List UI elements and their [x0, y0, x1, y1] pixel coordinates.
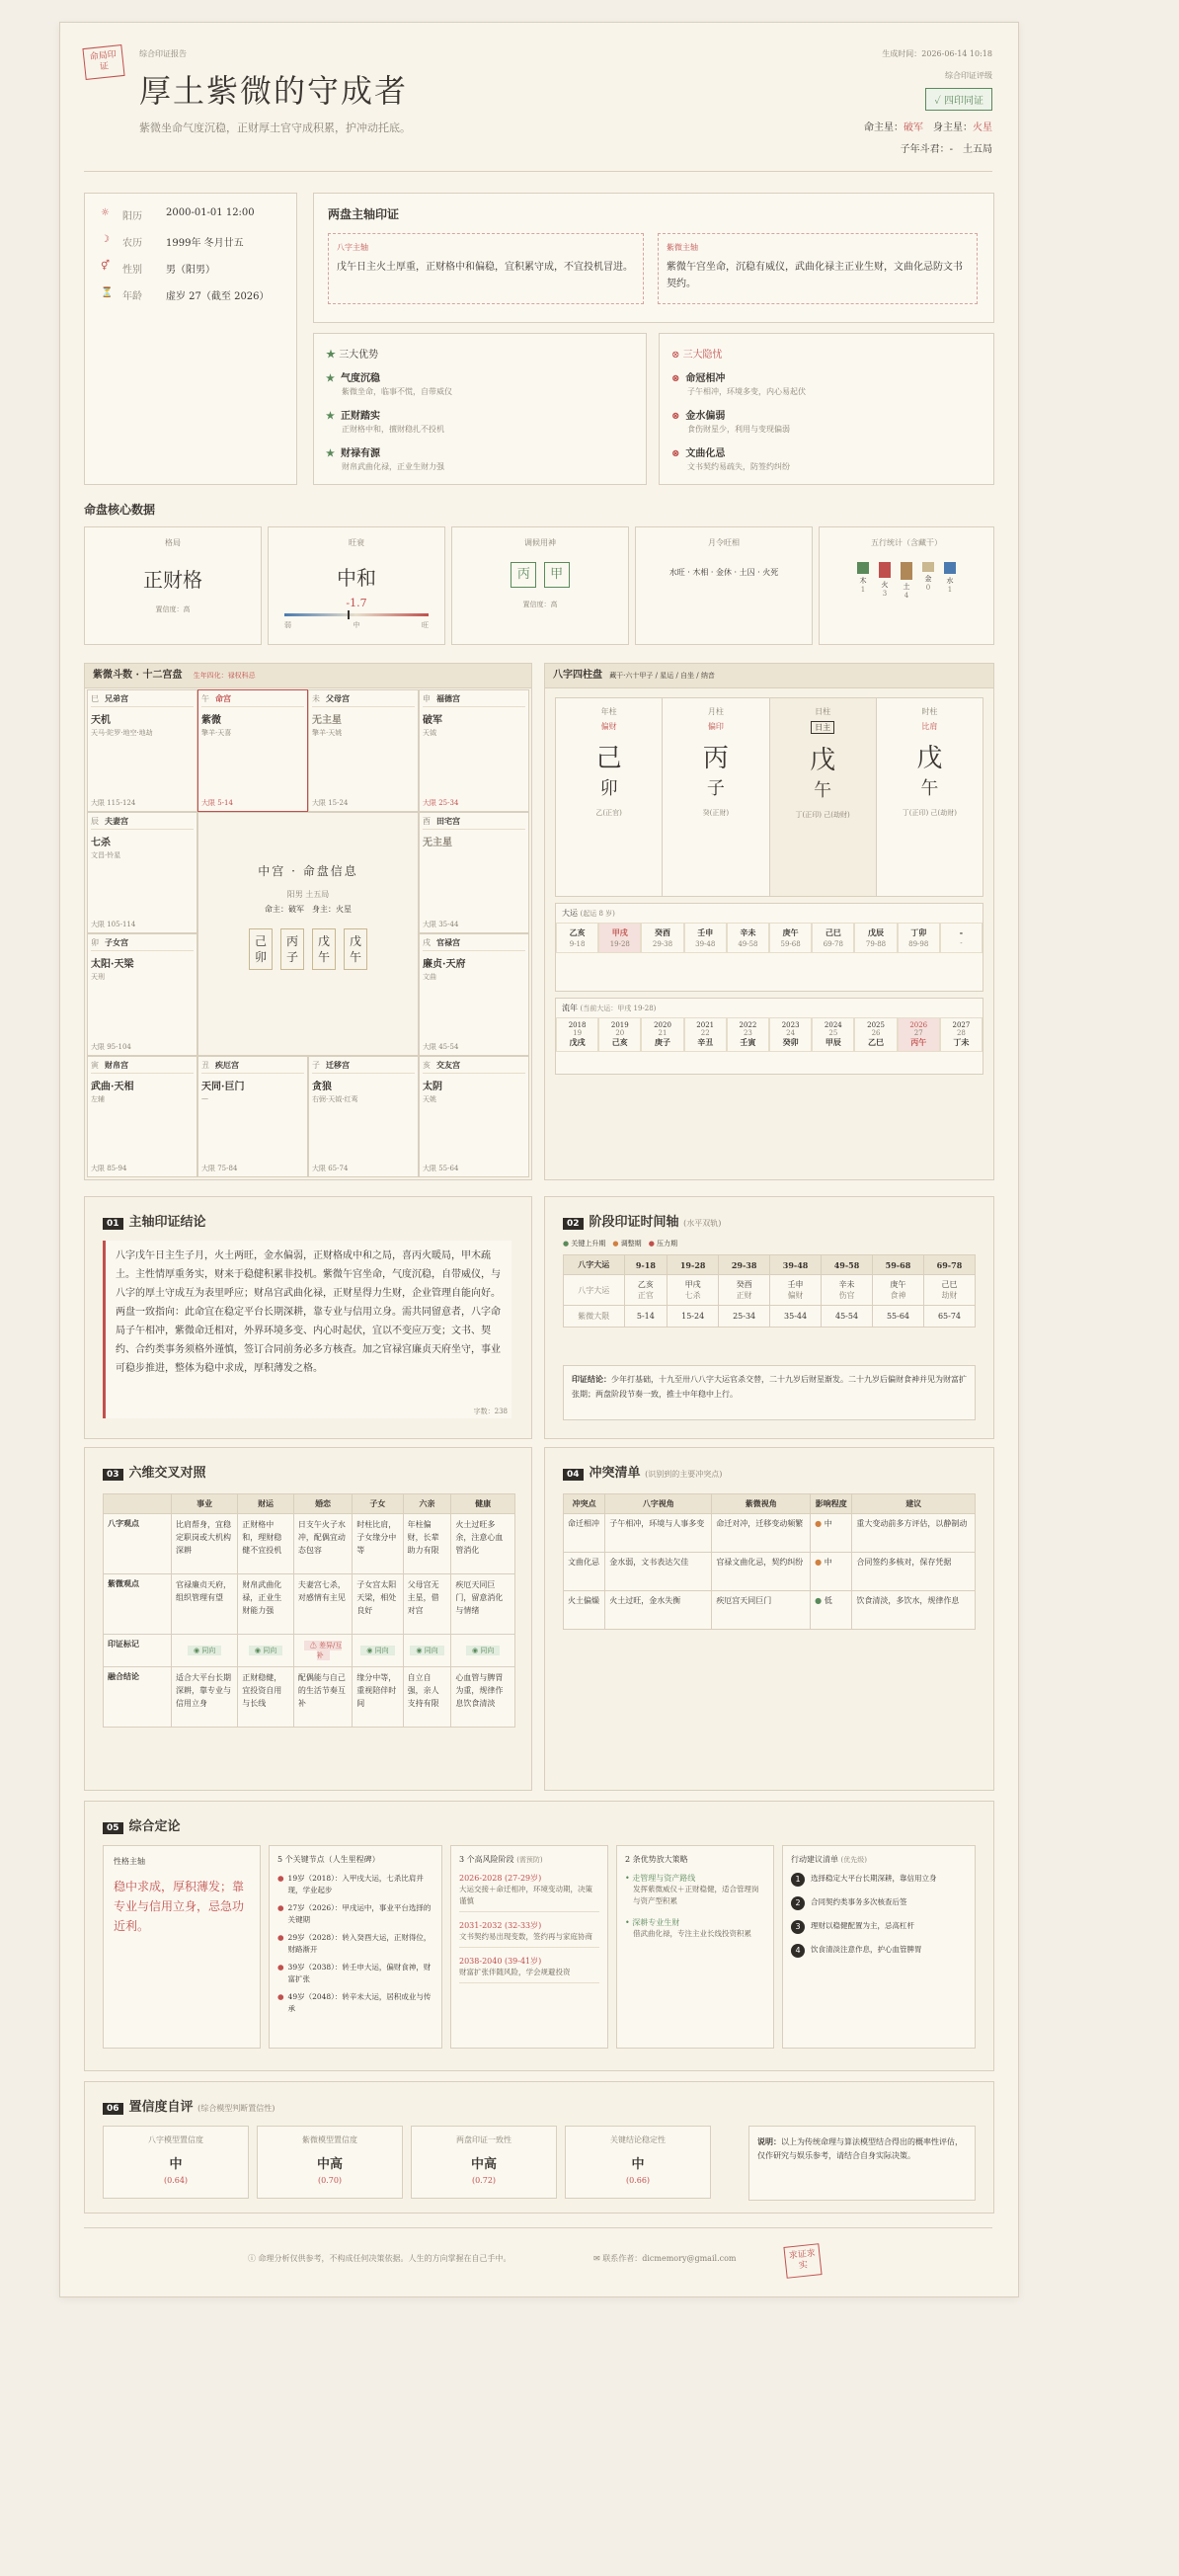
risks-title: ⊗ 三大隐忧 — [671, 350, 723, 361]
bazi-pillar: 日柱 日主 戊 午 丁(正印) 己(劫财) — [770, 698, 877, 896]
dayun-cell[interactable]: 己巳 69-78 — [812, 923, 854, 953]
risk-period: 2038-2040 (39-41岁) 财富扩张伴随风险，学会规避投资 — [459, 1956, 599, 1983]
wuxing-bar: 土 4 — [901, 562, 912, 600]
advantages-card — [313, 333, 647, 485]
dayun-cell[interactable]: 丁卯 89-98 — [898, 923, 940, 953]
palace-stars: 贪狼 — [312, 1081, 332, 1092]
palace-cell[interactable] — [87, 1056, 197, 1178]
profile-key: 性别 — [122, 265, 142, 276]
confidence-card: 关键结论稳定性 中 (0.66) — [565, 2126, 711, 2199]
footer-divider — [84, 2227, 992, 2228]
palace-cell[interactable] — [87, 689, 197, 812]
liunian-cell[interactable]: 2019 20 己亥 — [598, 1017, 641, 1052]
palace-zhi: 卯 — [91, 938, 99, 947]
timeline-legend: ● 关键上升期 ● 调整期 ● 压力期 — [563, 1240, 678, 1248]
list-item: ★ 正财踏实 正财格中和，擅财稳扎不投机 — [326, 411, 444, 434]
center-pillar: 戊 午 — [344, 928, 367, 970]
confidence-note: 说明：以上为传统命理与算法模型结合得出的概率性评估，仅作研究与娱乐参考，请结合自身实际决策。 — [748, 2126, 976, 2201]
section-01: 01 主轴印证结论 八字戊午日主生子月，火土两旺，金水偏弱，正财格成中和之局，喜丙火暖局，甲木疏土。主性情厚重务实，财来于稳健积累非投机。紫微午宫坐命，气度沉稳，自带威仪，与八字的厚土守成互为表里呼应；财帛宫武曲化禄，正财星得力生财，企业管理自能向好。两盘一致指向：此命宜在稳定平台长期深耕，靠专业与信用立身。需共同留意者，八字命局子午相冲，紫微命迁相对，外界环境多变、内心时起伏，宜以不变应万变；文书、契约、合约类事务须格外谨慎，签订合同前务必多方核查。加之官禄宫廉贞天府坐守，事业可稳步推进，整体为稳中求成，厚积薄发之格。 字数：238 — [84, 1196, 532, 1439]
liunian-cell[interactable]: 2021 22 辛丑 — [684, 1017, 727, 1052]
conflict-row: 命迁相冲 子午相冲，环境与人事多变 命迁对冲，迁移变动频繁 ● 中 重大变动前多方评估，以静制动 — [564, 1514, 976, 1553]
palace-sub: — — [201, 1093, 208, 1102]
palace-cell[interactable] — [419, 1056, 529, 1178]
palace-name: 田宅宫 — [436, 815, 460, 826]
palace-stars: 天同·巨门 — [201, 1081, 245, 1092]
bullet-icon: ⊗ — [671, 411, 680, 422]
dayun-cell[interactable]: 戊辰 79-88 — [854, 923, 897, 953]
profile-row — [101, 234, 280, 249]
ming-shen-line: 命主星：破军 身主星：火星 — [864, 122, 992, 133]
profile-card — [84, 193, 297, 485]
match-badge: ◉ 同向 — [466, 1646, 500, 1655]
wangshuai-bar — [284, 613, 429, 616]
action-item: 1 选择稳定大平台长期深耕，靠信用立身 — [791, 1873, 967, 1887]
palace-zhi: 寅 — [91, 1060, 99, 1070]
liunian-cell[interactable]: 2025 26 乙巳 — [854, 1017, 897, 1052]
personality-card: 性格主轴 稳中求成，厚积薄发；靠专业与信用立身，忌急功近利。 — [103, 1845, 261, 2049]
profile-key: 阳历 — [122, 211, 142, 222]
palace-stars: 太阳·天梁 — [91, 959, 134, 970]
two-axis-title: 两盘主轴印证 — [328, 207, 400, 221]
ziwei-chart — [84, 663, 532, 1180]
palace-name: 迁移宫 — [326, 1059, 350, 1070]
palace-daxian: 大限 5-14 — [201, 798, 233, 807]
liunian-panel: 流年 (当前大运：甲戌 19-28) 2018 19 戊戌 2019 20 己亥 2020 21 庚子 2021 22 辛丑 2022 23 壬寅 2023 24 癸卯 2024 25 甲辰 2025 26 乙巳 2026 27 丙午 2027 28 丁未 — [555, 998, 983, 1075]
milestone-item: ● 19岁（2018）：入甲戌大运，七杀比肩并现，学业起步 — [277, 1874, 424, 1894]
confidence-card: 八字模型置信度 中 (0.64) — [103, 2126, 249, 2199]
list-item: ⊗ 文曲化忌 文书契约易疏失，防签约纠纷 — [671, 448, 790, 471]
gen-time: 生成时间：2026-06-14 10:18 — [882, 49, 992, 58]
strategy-card: 2 条优势放大策略 • 走管理与资产路线 发挥紫微威仪＋正财稳健，适合管理岗与资产型积累 • 深耕专业生财 借武曲化禄，专注主业长线投资积累 — [616, 1845, 774, 2049]
verify-label: 综合印证评级 — [945, 71, 992, 80]
palace-name: 官禄宫 — [436, 937, 460, 947]
list-item: ★ 财禄有源 财帛武曲化禄，正业生财力强 — [326, 448, 444, 471]
palace-cell[interactable] — [419, 689, 529, 812]
disclaimer: ⓘ 命理分析仅供参考，不构成任何决策依据。人生的方向掌握在自己手中。 — [248, 2254, 511, 2263]
palace-name: 命宫 — [215, 693, 231, 703]
palace-stars: 七杀 — [91, 837, 111, 848]
bullet-icon: ⊗ — [671, 373, 680, 384]
bazi-pillar: 月柱 偏印 丙 子 癸(正财) — [663, 698, 769, 896]
report-paper — [59, 22, 1019, 2297]
liunian-cell[interactable]: 2027 28 丁未 — [940, 1017, 982, 1052]
level-dot: ● — [815, 1519, 825, 1528]
palace-zhi: 子 — [312, 1060, 320, 1070]
level-dot: ● — [815, 1558, 825, 1567]
palace-zhi: 酉 — [423, 816, 431, 826]
action-item: 3 理财以稳健配置为主，忌高杠杆 — [791, 1920, 967, 1934]
conclusion-text: 八字戊午日主生子月，火土两旺，金水偏弱，正财格成中和之局，喜丙火暖局，甲木疏土。主性情厚重务实，财来于稳健积累非投机。紫微午宫坐命，气度沉稳，自带威仪，与八字的厚土守成互为表里呼应；财帛宫武曲化禄，正财星得力生财，企业管理自能向好。两盘一致指向：此命宜在稳定平台长期深耕，靠专业与信用立身。需共同留意者，八字命局子午相冲，紫微命迁相对，外界环境多变、内心时起伏，宜以不变应万变；文书、契约、合约类事务须格外谨慎，签订合同前务必多方核查。加之官禄宫廉贞天府坐守，事业可稳步推进，整体为稳中求成，厚积薄发之格。 — [103, 1241, 511, 1418]
palace-daxian: 大限 95-104 — [91, 1042, 131, 1051]
palace-cell[interactable] — [87, 812, 197, 934]
dayun-cell[interactable]: 乙亥 9-18 — [556, 923, 598, 953]
palace-zhi: 亥 — [423, 1060, 431, 1070]
strategy-item: • 走管理与资产路线 发挥紫微威仪＋正财稳健，适合管理岗与资产型积累 — [625, 1874, 759, 1905]
risk-period: 2031-2032 (32-33岁) 文书契约易出现变数，签约再与家庭协商 — [459, 1920, 599, 1948]
palace-daxian: 大限 65-74 — [312, 1165, 349, 1172]
profile-icon: ☼ — [101, 207, 110, 218]
palace-name: 财帛宫 — [105, 1059, 128, 1070]
wuxing-bar: 木 1 — [857, 562, 869, 600]
core-card-yueling: 月令旺相 水旺 · 木相 · 金休 · 土囚 · 火死 — [635, 526, 813, 645]
bullet-icon: ★ — [326, 373, 335, 384]
palace-cell[interactable] — [419, 812, 529, 934]
liunian-cell[interactable]: 2018 19 戊戌 — [556, 1017, 598, 1052]
milestone-item: ● 27岁（2026）：甲戌运中，事业平台选择的关键期 — [277, 1903, 432, 1924]
profile-icon: ☽ — [101, 234, 110, 245]
palace-name: 父母宫 — [326, 693, 350, 703]
dayun-cell[interactable]: 庚午 59-68 — [769, 923, 812, 953]
liunian-cell[interactable]: 2023 24 癸卯 — [769, 1017, 812, 1052]
core-card-tiaohou: 调候用神 丙 甲 置信度：高 — [451, 526, 629, 645]
actions-card: 行动建议清单 (优先级) 1 选择稳定大平台长期深耕，靠信用立身 2 合同契约类事务多次核查后签 3 理财以稳健配置为主，忌高杠杆 4 饮食清淡注意作息，护心血管脾胃 — [782, 1845, 976, 2049]
palace-name: 夫妻宫 — [105, 815, 128, 826]
palace-sub: 擎羊·天姚 — [312, 729, 343, 737]
page-title: 厚土紫微的守成者 — [139, 72, 409, 110]
palace-daxian: 大限 35-44 — [423, 921, 459, 928]
palace-stars: 天机 — [91, 715, 111, 726]
six-row: 八字观点 比肩帮身，宜稳定职岗或大机构深耕 正财格中和，理财稳健不宜投机 日支午火子水冲，配偶宜动态包容 时柱比肩，子女缘分中等 年柱偏财，长辈助力有限 火土过旺多余，注意心血管消化 — [104, 1514, 515, 1574]
palace-cell[interactable] — [87, 933, 197, 1056]
yongshen-jia: 甲 — [544, 562, 570, 588]
dayun-cell[interactable]: 癸酉 29-38 — [641, 923, 683, 953]
wuxing-bar: 金 0 — [922, 562, 934, 600]
profile-row — [101, 207, 280, 222]
six-row: 印证标记 ◉ 同向 ◉ 同向 ⚠ 差异/互补 ◉ 同向 ◉ 同向 ◉ 同向 — [104, 1635, 515, 1667]
center-pillar: 丙 子 — [280, 928, 304, 970]
action-item: 4 饮食清淡注意作息，护心血管脾胃 — [791, 1944, 967, 1958]
palace-cell[interactable] — [197, 689, 308, 812]
palace-name: 交友宫 — [436, 1059, 460, 1070]
palace-daxian: 大限 45-54 — [423, 1042, 459, 1051]
six-row: 紫微观点 官禄廉贞天府，组织管理有望 财帛武曲化禄，正业生财能力强 夫妻宫七杀，对感情有主见 子女宫太阳天梁，相处良好 父母宫无主星，借对宫 疾厄天同巨门，留意消化与情绪 — [104, 1574, 515, 1635]
palace-name: 子女宫 — [105, 937, 128, 947]
header-subtitle: 综合印证报告 — [139, 49, 187, 58]
header-divider — [84, 171, 992, 172]
palace-stars: 武曲·天相 — [91, 1081, 134, 1092]
profile-icon: ⏳ — [101, 287, 114, 298]
palace-daxian: 大限 15-24 — [312, 798, 349, 807]
list-item: ★ 气度沉稳 紫微坐命，临事不慌，自带威仪 — [326, 373, 452, 396]
advantages-title: ★ 三大优势 — [326, 350, 379, 361]
risks-card — [659, 333, 994, 485]
palace-cell[interactable] — [197, 1056, 308, 1178]
action-item: 2 合同契约类事务多次核查后签 — [791, 1896, 967, 1910]
palace-zhi: 申 — [423, 694, 431, 703]
profile-key: 年龄 — [122, 291, 142, 302]
palace-stars: 紫微 — [201, 715, 221, 726]
palace-cell[interactable] — [308, 689, 419, 812]
header-seal: 命局印证 — [82, 44, 124, 80]
dayun-cell[interactable]: 甲戌 19-28 — [598, 923, 641, 953]
confidence-card: 两盘印证一致性 中高 (0.72) — [411, 2126, 557, 2199]
profile-icon: ⚥ — [101, 261, 111, 272]
section-03: 03 六维交叉对照 事业 财运 婚恋 子女 六亲 健康 八字观点 比肩帮身，宜稳定职岗或大机构深耕 正财格中和，理财稳健不宜投机 日支午火子水冲，配偶宜动态包容 时柱比肩，子女缘分中等 年柱偏财，长辈助力有限 火土过旺多余，注意心血管消化 紫微观点 官禄廉贞天府，组织管理有望 财帛武曲化禄，正业生财能力强 夫妻宫七杀，对感情有主见 子女宫太阳天梁，相处良好 父母宫无主星，借对宫 疾厄天同巨门，留意消化与情绪 印证标记 ◉ 同向 ◉ 同向 ⚠ 差异/互补 ◉ 同向 ◉ 同向 ◉ 同向 融合结论 适合大平台长期深耕，靠专业与信用立身 正财稳健，宜投资自用与长线 配偶能与自己的生活节奏互补 缘分中等，重视陪伴时间 自立自强，亲人支持有限 心血管与脾胃为重，规律作息饮食清淡 — [84, 1447, 532, 1791]
match-badge: ◉ 同向 — [188, 1646, 221, 1655]
core-card-geju: 格局 正财格 置信度：高 — [84, 526, 262, 645]
tagline: 紫微坐命气度沉稳，正财厚土官守成积累，护冲动托底。 — [139, 121, 411, 134]
palace-stars: 无主星 — [312, 715, 342, 726]
bazi-pillar: 年柱 偏财 己 卯 乙(正官) — [556, 698, 663, 896]
contact-link[interactable]: ✉ 联系作者：dicmemory@gmail.com — [593, 2254, 737, 2263]
milestone-item: ● 39岁（2038）：转壬申大运，偏财食神，财富扩张 — [277, 1963, 432, 1983]
palace-zhi: 辰 — [91, 816, 99, 826]
palace-daxian: 大限 25-34 — [423, 798, 459, 807]
milestone-item: ● 49岁（2048）：转辛未大运，居积成业与传承 — [277, 1992, 432, 2013]
milestone-item: ● 29岁（2028）：转入癸酉大运，正财得位，财路渐开 — [277, 1933, 432, 1954]
liunian-cell[interactable]: 2022 23 壬寅 — [727, 1017, 769, 1052]
core-title: 命盘核心数据 — [84, 503, 156, 517]
zinian-line: 子年斗君：- 土五局 — [900, 144, 992, 155]
dayun-cell[interactable]: 辛未 49-58 — [727, 923, 769, 953]
palace-stars: 廉贞·天府 — [423, 959, 466, 970]
bazi-chart — [544, 663, 994, 1180]
ziwei-header: 紫微斗数 · 十二宫盘 生年四化：禄权科忌 — [85, 664, 531, 688]
palace-sub: 天姚 — [423, 1094, 436, 1103]
liunian-cell[interactable]: 2026 27 丙午 — [898, 1017, 940, 1052]
palace-daxian: 大限 85-94 — [91, 1165, 127, 1172]
profile-value: 1999年 冬月廿五 — [166, 238, 244, 249]
profile-value: 虚岁 27（截至 2026） — [166, 291, 270, 302]
bullet-icon: ★ — [326, 448, 335, 459]
palace-sub: 文昌·铃星 — [91, 850, 121, 859]
conflict-row: 火土偏燥 火土过旺，金水失衡 疾厄宫天同巨门 ● 低 饮食清淡，多饮水，规律作息 — [564, 1591, 976, 1630]
palace-sub: 左辅 — [91, 1094, 105, 1103]
palace-name: 福德宫 — [436, 693, 460, 703]
palace-sub: 天马·陀罗·地空·地劫 — [91, 729, 153, 737]
section-05: 05 综合定论 性格主轴 稳中求成，厚积薄发；靠专业与信用立身，忌急功近利。 5 个关键节点（人生里程碑） ● 19岁（2018）：入甲戌大运，七杀比肩并现，学业起步 ● 27岁（2026）：甲戌运中，事业平台选择的关键期 ● 29岁（2028）：转入癸酉大运，正财得位，财路渐开 ● 39岁（2038）：转壬申大运，偏财食神，财富扩张 ● 49岁（2048）：转辛未大运，居积成业与传承 3 个高风险阶段 (需预防) 2026-2028 (27-29岁) 大运交接＋命迁相冲，环境变动期，决策谨慎 2031-2032 (32-33岁) 文书契约易出现变数，签约再与家庭协商 2038-2040 (39-41岁) 财富扩张伴随风险，学会规避投资 2 条优势放大策略 • 走管理与资产路线 发挥紫微威仪＋正财稳健，适合管理岗与资产型积累 • 深耕专业生财 借武曲化禄，专注主业长线投资积累 行动建议清单 (优先级) 1 选择稳定大平台长期深耕，靠信用立身 2 合同契约类事务多次核查后签 3 理财以稳健配置为主，忌高杠杆 4 饮食清淡注意作息，护心血管脾胃 — [84, 1801, 994, 2071]
two-axis-card — [313, 193, 994, 323]
palace-sub: 擎羊·天喜 — [201, 729, 232, 737]
center-pillar: 己 卯 — [249, 928, 273, 970]
strategy-item: • 深耕专业生财 借武曲化禄，专注主业长线投资积累 — [625, 1918, 751, 1938]
bazi-pillar: 时柱 比肩 戊 午 丁(正印) 己(劫财) — [902, 707, 957, 817]
match-badge: ◉ 同向 — [360, 1646, 394, 1655]
level-dot: ● — [815, 1596, 825, 1605]
center-pillar: 戊 午 — [312, 928, 336, 970]
risk-periods-card: 3 个高风险阶段 (需预防) 2026-2028 (27-29岁) 大运交接＋命迁相冲，环境变动期，决策谨慎 2031-2032 (32-33岁) 文书契约易出现变数，签约再与家庭协商 2038-2040 (39-41岁) 财富扩张伴随风险，学会规避投资 — [450, 1845, 608, 2049]
six-row: 融合结论 适合大平台长期深耕，靠专业与信用立身 正财稳健，宜投资自用与长线 配偶能与自己的生活节奏互补 缘分中等，重视陪伴时间 自立自强，亲人支持有限 心血管与脾胃为重，规律作息饮食清淡 — [104, 1667, 515, 1728]
section-04: 04 冲突清单 (识别到的主要冲突点) 冲突点 八字视角 紫微视角 影响程度 建议 命迁相冲 子午相冲，环境与人事多变 命迁对冲，迁移变动频繁 ● 中 重大变动前多方评估，以静制动 文曲化忌 金水弱，文书表达欠佳 官禄文曲化忌，契约纠纷 ● 中 合同签约多核对，保存凭据 火土偏燥 火土过旺，金水失衡 疾厄宫天同巨门 ● 低 饮食清淡，多饮水，规律作息 — [544, 1447, 994, 1791]
footer-seal: 求证求实 — [783, 2243, 822, 2279]
palace-name: 疾厄宫 — [215, 1059, 239, 1070]
palace-sub: 文曲 — [423, 973, 436, 981]
risk-period: 2026-2028 (27-29岁) 大运交接＋命迁相冲，环境变动期，决策谨慎 — [459, 1873, 599, 1912]
match-badge: ◉ 同向 — [249, 1646, 282, 1655]
core-card-wangshuai: 旺衰 中和 -1.7 弱 中 旺 — [268, 526, 445, 645]
bullet-icon: ★ — [326, 411, 335, 422]
dayun-panel: 大运 (起运 8 岁) 乙亥 9-18 甲戌 19-28 癸酉 29-38 壬申 39-48 辛未 49-58 庚午 59-68 己巳 69-78 戊辰 79-88 丁卯 89-98 - - — [555, 903, 983, 992]
bazi-header: 八字四柱盘 藏干·六十甲子 / 星运 / 自坐 / 纳音 — [545, 664, 993, 688]
profile-value: 2000-01-01 12:00 — [166, 207, 255, 218]
ziwei-center: 中宫 · 命盘信息 阳男 土五局 命主：破军 身主：火星 己 卯 丙 子 戊 午 戊 午 — [197, 812, 419, 1056]
palace-daxian: 大限 75-84 — [201, 1165, 238, 1172]
palace-daxian: 大限 105-114 — [91, 921, 136, 928]
bullet-icon: ⊗ — [671, 448, 680, 459]
profile-value: 男（阳男） — [166, 265, 215, 276]
word-count: 字数：238 — [473, 1408, 508, 1415]
palace-daxian: 大限 55-64 — [423, 1165, 459, 1172]
dayun-cell[interactable]: 壬申 39-48 — [684, 923, 727, 953]
bazi-axis-box: 八字主轴 戊午日主火土厚重，正财格中和偏稳，宜积累守成，不宜投机冒进。 — [328, 233, 644, 304]
profile-row — [101, 261, 280, 276]
wuxing-bar: 火 3 — [879, 562, 891, 600]
palace-sub: 右弼·天钺·红鸾 — [312, 1094, 358, 1103]
yongshen-bing: 丙 — [511, 562, 536, 588]
verify-badge[interactable]: ✓ 四印同证 — [925, 88, 992, 111]
conflict-row: 文曲化忌 金水弱，文书表达欠佳 官禄文曲化忌，契约纠纷 ● 中 合同签约多核对，保存凭据 — [564, 1553, 976, 1591]
section-02: 02 阶段印证时间轴 (水平双轨) ● 关键上升期 ● 调整期 ● 压力期 八字大运 9-18 19-28 29-38 39-48 49-58 59-68 69-78 八字大运 乙亥 正官 甲戌 七杀 癸酉 正财 壬申 偏财 辛未 伤官 庚午 食神 己巳 劫财 紫微大限 5-14 15-24 25-34 35-44 45-54 55-64 65-74 印证结论：少年打基础，十九至卅八八字大运官杀交替，二十九岁后财星渐发。二十九岁后偏财食神并见为财富扩张期；两盘阶段节奏一致，推士中年稳中上行。 — [544, 1196, 994, 1439]
match-badge: ◉ 同向 — [410, 1646, 443, 1655]
palace-stars: 太阴 — [423, 1081, 442, 1092]
palace-zhi: 巳 — [91, 694, 99, 703]
palace-zhi: 未 — [312, 694, 320, 703]
core-card-wuxing: 五行统计（含藏干） 木 1 火 3 土 4 金 0 水 1 — [819, 526, 994, 645]
dayun-cell[interactable]: - - — [940, 923, 982, 953]
match-badge: ⚠ 差异/互补 — [304, 1641, 343, 1660]
palace-sub: 天钺 — [423, 729, 436, 737]
liunian-cell[interactable]: 2020 21 庚子 — [641, 1017, 683, 1052]
palace-daxian: 大限 115-124 — [91, 798, 136, 807]
palace-zhi: 午 — [201, 694, 209, 703]
list-item: ⊗ 金水偏弱 食伤财星少，利用与变现偏弱 — [671, 411, 790, 434]
profile-key: 农历 — [122, 238, 142, 249]
palace-sub: 天刑 — [91, 973, 105, 981]
timeline-note: 印证结论：少年打基础，十九至卅八八字大运官杀交替，二十九岁后财星渐发。二十九岁后偏财食神并见为财富扩张期；两盘阶段节奏一致，推士中年稳中上行。 — [563, 1365, 976, 1420]
section-06: 06 置信度自评 (综合模型判断置信性) 八字模型置信度 中 (0.64) 紫微模型置信度 中高 (0.70) 两盘印证一致性 中高 (0.72) 关键结论稳定性 中 (0.66) 说明：以上为传统命理与算法模型结合得出的概率性评估，仅作研究与娱乐参考，请结合自身实际决策。 — [84, 2081, 994, 2214]
palace-cell[interactable] — [308, 1056, 419, 1178]
wuxing-bar: 水 1 — [944, 562, 956, 600]
confidence-card: 紫微模型置信度 中高 (0.70) — [257, 2126, 403, 2199]
profile-row — [101, 287, 280, 302]
palace-stars: 破军 — [423, 715, 442, 726]
palace-name: 兄弟宫 — [105, 693, 128, 703]
wangshuai-marker — [348, 610, 350, 619]
palace-zhi: 戌 — [423, 938, 431, 947]
palace-stars: 无主星 — [423, 837, 452, 848]
palace-zhi: 丑 — [201, 1060, 209, 1070]
milestones-card: 5 个关键节点（人生里程碑） ● 19岁（2018）：入甲戌大运，七杀比肩并现，学业起步 ● 27岁（2026）：甲戌运中，事业平台选择的关键期 ● 29岁（2028）：转入癸酉大运，正财得位，财路渐开 ● 39岁（2038）：转壬申大运，偏财食神，财富扩张 ● 49岁（2048）：转辛未大运，居积成业与传承 — [269, 1845, 442, 2049]
liunian-cell[interactable]: 2024 25 甲辰 — [812, 1017, 854, 1052]
list-item: ⊗ 命冠相冲 子午相冲，环境多变，内心易起伏 — [671, 373, 806, 396]
palace-cell[interactable] — [419, 933, 529, 1056]
ziwei-axis-box: 紫微主轴 紫微午宫坐命，沉稳有威仪，武曲化禄主正业生财，文曲化忌防文书契约。 — [658, 233, 978, 304]
